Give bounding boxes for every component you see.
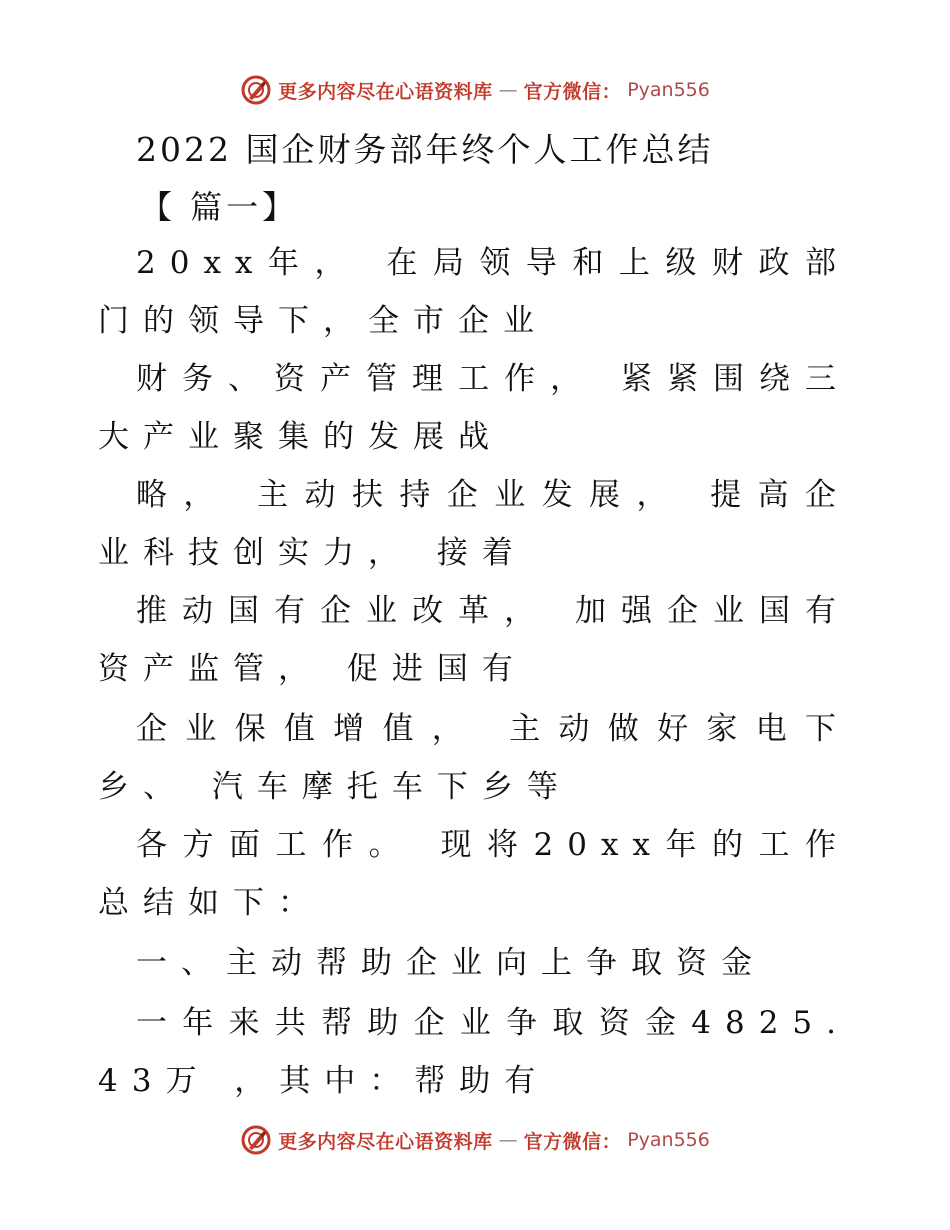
paragraph-5: 企业保值增值， 主动做好家电下乡、 汽车摩托车下乡等 xyxy=(98,711,850,805)
watermark-dash: — xyxy=(498,79,518,101)
watermark-official-label: 官方微信： xyxy=(523,1130,622,1153)
heading-item-1: 一、主动帮助企业向上争取资金 xyxy=(136,945,766,981)
watermark-dash: — xyxy=(498,1129,518,1151)
watermark-header xyxy=(0,70,950,110)
watermark-main-text: 更多内容尽在心语资料库 xyxy=(278,1130,493,1153)
watermark-handle: Pyan556 xyxy=(627,79,710,101)
paragraph-6: 各方面工作。 现将20xx年的工作总结如下： xyxy=(98,827,850,921)
watermark-handle: Pyan556 xyxy=(627,1129,710,1151)
watermark-official-label: 官方微信： xyxy=(523,80,622,103)
paragraph-3: 略， 主动扶持企业发展， 提高企业科技创实力， 接着 xyxy=(98,477,850,571)
document-title: 2022 国企财务部年终个人工作总结 xyxy=(136,130,714,169)
paragraph-2: 财务、资产管理工作， 紧紧围绕三大产业聚集的发展战 xyxy=(98,361,850,455)
pen-circle-logo xyxy=(240,74,272,106)
watermark-main-text: 更多内容尽在心语资料库 xyxy=(278,80,493,103)
watermark-footer xyxy=(0,1120,950,1160)
paragraph-7: 一年来共帮助企业争取资金4825.43万 ，其中：帮助有 xyxy=(98,1005,850,1099)
section-heading: 【 篇一】 xyxy=(140,188,299,226)
pen-circle-logo xyxy=(240,1124,272,1156)
paragraph-1: 20xx年， 在局领导和上级财政部门的领导下，全市企业 xyxy=(98,245,850,339)
paragraph-4: 推动国有企业改革， 加强企业国有资产监管， 促进国有 xyxy=(98,593,850,687)
